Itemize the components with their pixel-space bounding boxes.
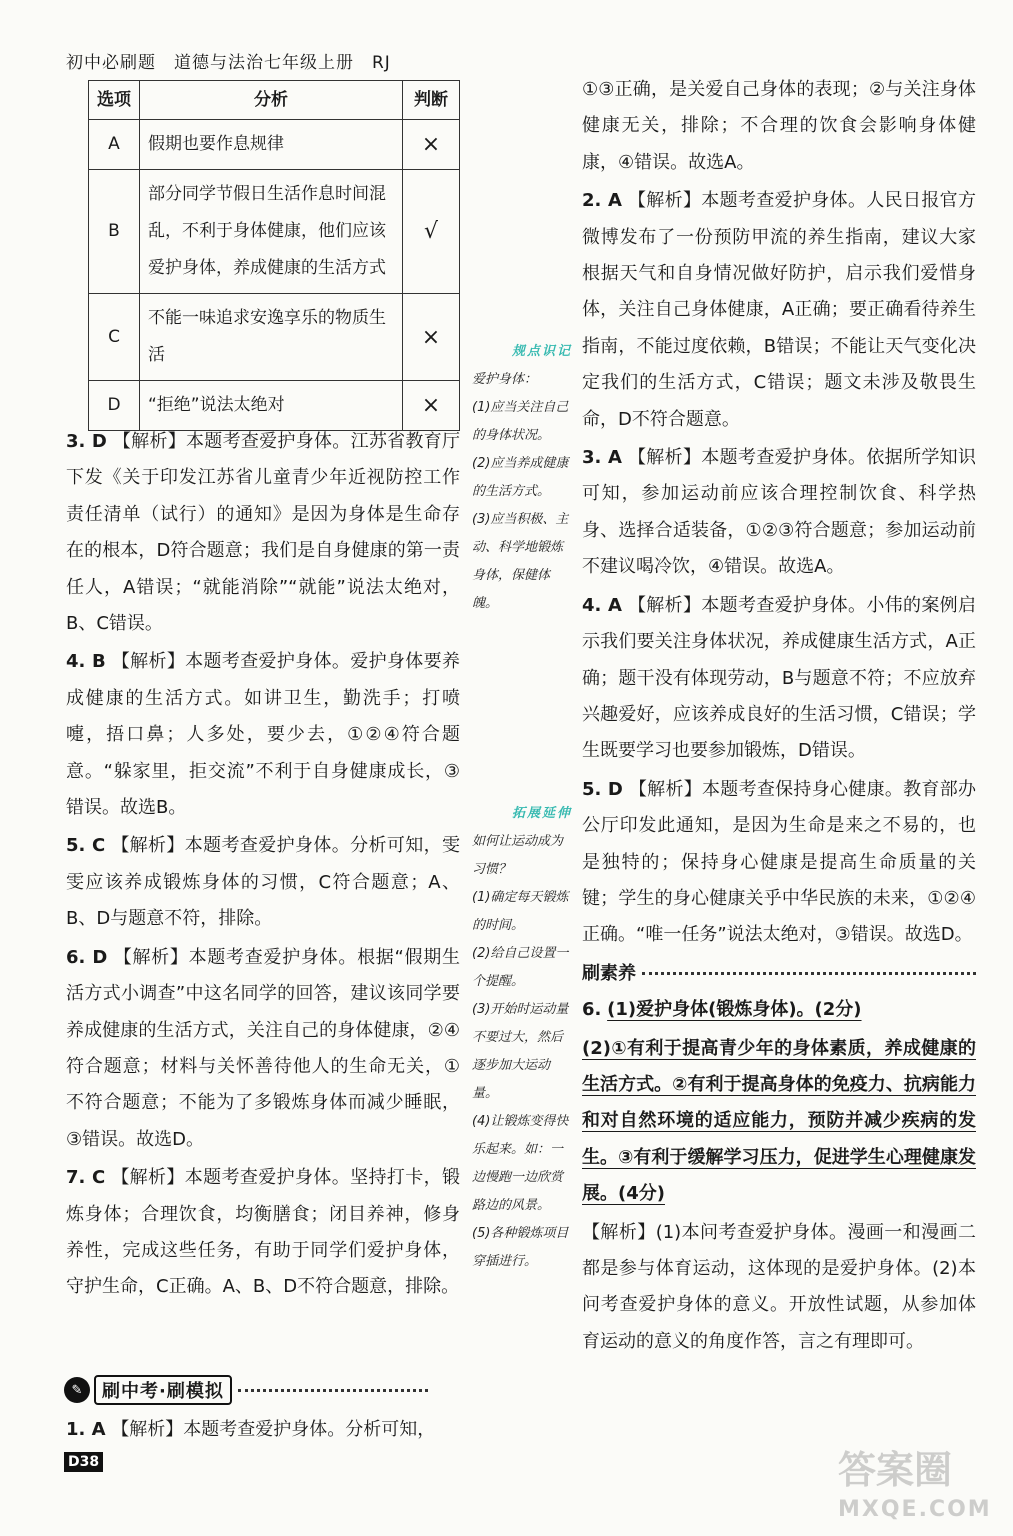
answer-item [66, 644, 460, 826]
answer-number: 6. [582, 999, 602, 1021]
answer-text: 【解析】本题考查爱护身体。依据所学知识可知，参加运动前应该合理控制饮食、科学热身、选择合适装备，①②③符合题意；参加运动前不建议喝冷饮，④错误。故选A。 [582, 447, 976, 578]
answer-number: 7. C [66, 1167, 106, 1189]
judge-cell: × [403, 294, 460, 381]
answer-text: 【解析】本题考查保持身心健康。教育部办公厅印发此通知，是因为生命是来之不易的，也是独特的；保持身心健康是提高生命质量的关键；学生的身心健康关乎中华民族的未来，①②④正确。“唯一任务”说法太绝对，③错误。故选D。 [582, 778, 976, 946]
answer-text: 【解析】本题考查爱护身体。坚持打卡，锻炼身体；合理饮食，均衡膳食；闭目养神，修身养性，完成这些任务，有助于同学们爱护身体，守护生命，C正确。A、B、D不符合题意，排除。 [66, 1167, 460, 1298]
judge-cell: × [403, 120, 460, 170]
answer-number: 4. A [582, 594, 622, 616]
watermark-en: MXQE.COM [838, 1497, 992, 1522]
judge-cell: √ [403, 170, 460, 294]
answer-explanation: 【解析】(1)本问考查爱护身体。漫画一和漫画二都是参与体育运动，这体现的是爱护身体。(2)本问考查爱护身体的意义。开放性试题，从参加体育运动的意义的角度作答，言之有理即可。 [582, 1221, 976, 1352]
series-name: 初中必刷题 [66, 53, 156, 73]
side-note-line: 如何让运动成为习惯？ [472, 834, 564, 877]
answer-item [582, 772, 976, 954]
answer-number: 6. D [66, 946, 108, 968]
table-row [89, 381, 460, 431]
side-note-title: 规点识记 [511, 344, 572, 359]
section-banner [64, 1375, 428, 1405]
table-header: 选项 [89, 81, 140, 120]
option-cell: D [89, 381, 140, 431]
side-note-line: (3)开始时运动量不要过大，然后逐步加大运动量。 [472, 1002, 569, 1101]
answer-part-2-text: (2)①有利于提高青少年的身体素质，养成健康的生活方式。②有利于提高身体的免疫力、抗病能力和对自然环境的适应能力，预防并减少疾病的发生。③有利于缓解学习压力，促进学生心理健康发展。(4分) [582, 1037, 976, 1205]
answer-item [66, 1412, 460, 1448]
right-column [582, 72, 976, 1362]
edition: RJ [372, 53, 391, 73]
analysis-cell: “拒绝”说法太绝对 [140, 381, 403, 431]
table-row [89, 120, 460, 170]
section-header [582, 956, 976, 992]
answer-item [66, 1160, 460, 1306]
answer-item [66, 424, 460, 642]
table-header-row [89, 81, 460, 120]
answer-text: 【解析】本题考查爱护身体。根据“假期生活方式小调查”中这名同学的回答，建议该同学要养成健康的生活方式，关注自己的身体健康，②④符合题意；材料与关怀善待他人的生命无关，①不符合题意；不能为了多锻炼身体而减少睡眠，③错误。故选D。 [66, 946, 460, 1150]
side-note-line: (4)让锻炼变得快乐起来。如：一边慢跑一边欣赏路边的风景。 [472, 1114, 569, 1213]
side-note-extension [472, 800, 572, 1276]
side-note-line: (1)应当关注自己的身体状况。 [472, 400, 569, 443]
answer-text: 【解析】本题考查爱护身体。江苏省教育厅下发《关于印发江苏省儿童青少年近视防控工作责任清单（试行）的通知》是因为身体是生命存在的根本，D符合题意；我们是自身健康的第一责任人，A错误；“就能消除”“就能”说法太绝对，B、C错误。 [66, 431, 460, 635]
answer-number: 2. A [582, 190, 622, 212]
answer-text: 【解析】本题考查爱护身体。爱护身体要养成健康的生活方式。如讲卫生，勤洗手；打喷嚏，捂口鼻；人多处，要少去，①②④符合题意。“躲家里，拒交流”不利于自身健康成长，③错误。故选B。 [66, 651, 460, 819]
answer-number: 4. B [66, 651, 106, 673]
answer-item [582, 183, 976, 438]
answer-number: 5. C [66, 835, 106, 857]
page-header [66, 48, 409, 73]
answer-number: 3. D [66, 431, 107, 452]
side-note-line: (2)应当养成健康的生活方式。 [472, 456, 569, 499]
answer-number: 3. A [582, 447, 622, 469]
book-title: 道德与法治七年级上册 [174, 53, 354, 73]
side-note-line: (3)应当积极、主动、科学地锻炼身体，保健体魄。 [472, 512, 569, 611]
table-header: 分析 [140, 81, 403, 120]
side-note-memory [472, 338, 572, 618]
answer-continuation: ①③正确，是关爱自己身体的表现；②与关注身体健康无关，排除；不合理的饮食会影响身体健康，④错误。故选A。 [582, 79, 976, 173]
analysis-table [88, 80, 460, 431]
answer-part-1: (1)爱护身体(锻炼身体)。(2分) [607, 999, 862, 1021]
answer-text: 【解析】本题考查爱护身体。小伟的案例启示我们要关注身体状况，养成健康生活方式，A正确；题干没有体现劳动，B与题意不符；不应放弃兴趣爱好，应该养成良好的生活习惯，C错误；学生既要学习也要参加锻炼，D错误。 [582, 594, 976, 762]
table-header: 判断 [403, 81, 460, 120]
table-row [89, 170, 460, 294]
answer-part-2 [582, 1031, 976, 1213]
side-note-line: (1)确定每天锻炼的时间。 [472, 890, 569, 933]
section-title: 刷中考·刷模拟 [94, 1375, 232, 1405]
answer-number: 1. A [66, 1419, 106, 1440]
option-cell: B [89, 170, 140, 294]
analysis-cell: 不能一味追求安逸享乐的物质生活 [140, 294, 403, 381]
answer-item [582, 992, 976, 1028]
divider [238, 1389, 428, 1392]
answer-text: 【解析】本题考查爱护身体。分析可知， [111, 1419, 436, 1440]
answer-item [582, 440, 976, 586]
watermark-cn: 答案圈 [838, 1448, 953, 1492]
judge-cell: × [403, 381, 460, 431]
answer-text: 【解析】本题考查爱护身体。分析可知，雯雯应该养成锻炼身体的习惯，C符合题意；A、B、D与题意不符，排除。 [66, 835, 460, 930]
side-note-line: (5)各种锻炼项目穿插进行。 [472, 1226, 569, 1269]
analysis-cell: 假期也要作息规律 [140, 120, 403, 170]
analysis-cell: 部分同学节假日生活作息时间混乱，不利于身体健康，他们应该爱护身体，养成健康的生活方式 [140, 170, 403, 294]
pencil-icon: ✎ [64, 1377, 90, 1403]
answer-item [582, 588, 976, 770]
divider [642, 972, 976, 975]
table-row [89, 294, 460, 381]
page-number: D38 [64, 1452, 103, 1472]
watermark-logo [838, 1450, 992, 1530]
option-cell: A [89, 120, 140, 170]
section-title: 刷素养 [582, 962, 636, 984]
option-cell: C [89, 294, 140, 381]
side-note-line: (2)给自己设置一个提醒。 [472, 946, 569, 989]
answer-item [66, 828, 460, 937]
answer-number: 5. D [582, 778, 623, 800]
side-note-line: 爱护身体： [472, 372, 538, 387]
left-column [66, 424, 460, 1308]
side-note-title: 拓展延伸 [511, 806, 572, 821]
answer-item [66, 940, 460, 1158]
answer-text: 【解析】本题考查爱护身体。人民日报官方微博发布了一份预防甲流的养生指南，建议大家根据天气和自身情况做好防护，启示我们爱惜身体，关注自己身体健康，A正确；要正确看待养生指南，不能过度依赖，B错误；不能让天气变化决定我们的生活方式，C错误；题文未涉及敬畏生命，D不符合题意。 [582, 190, 976, 430]
